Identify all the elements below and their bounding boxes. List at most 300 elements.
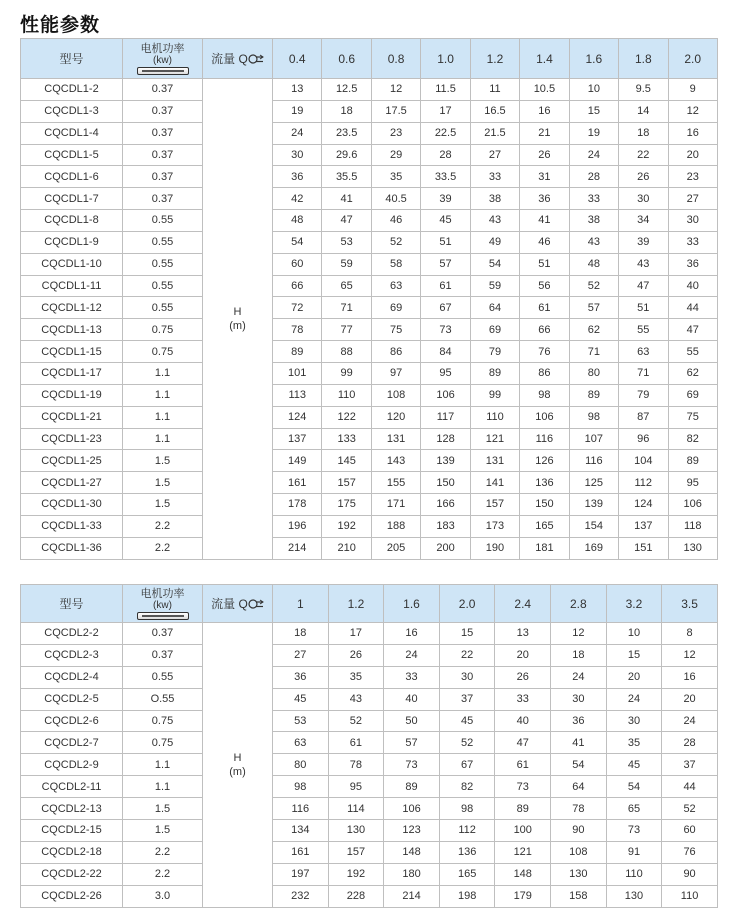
flow-label: 流量 Q <box>211 597 248 611</box>
model-cell: CQCDL1-21 <box>21 406 123 428</box>
head-value-cell: 157 <box>470 494 519 516</box>
head-value-cell: 89 <box>569 384 618 406</box>
model-cell: CQCDL1-27 <box>21 472 123 494</box>
head-value-cell: 121 <box>470 428 519 450</box>
table-body <box>21 623 718 908</box>
head-value-cell: 104 <box>619 450 668 472</box>
model-cell: CQCDL1-6 <box>21 166 123 188</box>
head-value-cell: 33 <box>569 188 618 210</box>
head-value-cell: 107 <box>569 428 618 450</box>
head-value-cell: 75 <box>371 319 420 341</box>
head-value-cell: 150 <box>520 494 569 516</box>
power-cell: 0.37 <box>123 144 203 166</box>
head-value-cell: 23 <box>371 122 420 144</box>
table-row <box>21 428 718 450</box>
head-value-cell: 59 <box>322 253 371 275</box>
head-value-cell: 44 <box>668 297 717 319</box>
power-cell: 3.0 <box>123 885 203 907</box>
head-value-cell: 117 <box>421 406 470 428</box>
head-value-cell: 46 <box>371 210 420 232</box>
table-row <box>21 644 718 666</box>
model-cell: CQCDL1-19 <box>21 384 123 406</box>
head-value-cell: 33 <box>470 166 519 188</box>
head-value-cell: 11 <box>470 79 519 101</box>
head-value-cell: 96 <box>619 428 668 450</box>
head-value-cell: 183 <box>421 515 470 537</box>
head-value-cell: 61 <box>328 732 384 754</box>
head-value-cell: 63 <box>619 341 668 363</box>
table-row <box>21 537 718 559</box>
head-value-cell: 181 <box>520 537 569 559</box>
head-value-cell: 95 <box>328 776 384 798</box>
model-cell: CQCDL2-3 <box>21 644 123 666</box>
head-value-cell: 41 <box>520 210 569 232</box>
head-value-cell: 98 <box>569 406 618 428</box>
power-unit: (kw) <box>153 600 172 611</box>
head-value-cell: 192 <box>322 515 371 537</box>
flow-value-header: 2.8 <box>551 585 607 623</box>
head-value-cell: 43 <box>328 688 384 710</box>
table-header <box>21 39 718 79</box>
head-value-cell: 197 <box>273 863 329 885</box>
head-value-cell: 67 <box>439 754 495 776</box>
table-row <box>21 319 718 341</box>
head-value-cell: 52 <box>439 732 495 754</box>
table-row <box>21 623 718 645</box>
head-value-cell: 86 <box>520 362 569 384</box>
power-cell: 1.1 <box>123 362 203 384</box>
head-value-cell: 13 <box>495 623 551 645</box>
power-label: 电机功率 <box>140 588 185 600</box>
head-value-cell: 41 <box>322 188 371 210</box>
head-value-cell: 36 <box>520 188 569 210</box>
table-row <box>21 754 718 776</box>
head-value-cell: 205 <box>371 537 420 559</box>
head-value-cell: 46 <box>520 231 569 253</box>
head-value-cell: 125 <box>569 472 618 494</box>
head-value-cell: 188 <box>371 515 420 537</box>
head-value-cell: 69 <box>371 297 420 319</box>
head-value-cell: 53 <box>322 231 371 253</box>
power-cell: 0.37 <box>123 623 203 645</box>
head-value-cell: 52 <box>569 275 618 297</box>
head-value-cell: 15 <box>606 644 662 666</box>
head-value-cell: 124 <box>273 406 322 428</box>
head-value-cell: 98 <box>520 384 569 406</box>
head-value-cell: 190 <box>470 537 519 559</box>
head-value-cell: 133 <box>322 428 371 450</box>
table-row <box>21 297 718 319</box>
performance-table-cqcdl2 <box>20 584 718 908</box>
head-value-cell: 155 <box>371 472 420 494</box>
model-cell: CQCDL2-11 <box>21 776 123 798</box>
model-cell: CQCDL2-9 <box>21 754 123 776</box>
head-value-cell: 48 <box>569 253 618 275</box>
power-cell: 2.2 <box>123 515 203 537</box>
power-unit: (kw) <box>153 55 172 66</box>
head-value-cell: 11.5 <box>421 79 470 101</box>
head-value-cell: 65 <box>606 798 662 820</box>
head-value-cell: 78 <box>551 798 607 820</box>
head-value-cell: 18 <box>551 644 607 666</box>
head-value-cell: 69 <box>470 319 519 341</box>
head-value-cell: 23.5 <box>322 122 371 144</box>
head-value-cell: 98 <box>273 776 329 798</box>
head-value-cell: 52 <box>662 798 718 820</box>
model-cell: CQCDL2-7 <box>21 732 123 754</box>
head-value-cell: 39 <box>421 188 470 210</box>
head-value-cell: 27 <box>470 144 519 166</box>
head-value-cell: 35 <box>328 666 384 688</box>
power-cell: 0.37 <box>123 122 203 144</box>
head-value-cell: 15 <box>569 100 618 122</box>
head-value-cell: 45 <box>273 688 329 710</box>
head-value-cell: 34 <box>619 210 668 232</box>
head-value-cell: 130 <box>606 885 662 907</box>
flow-label: 流量 Q <box>211 52 248 66</box>
head-value-cell: 28 <box>569 166 618 188</box>
head-value-cell: 121 <box>495 841 551 863</box>
head-value-cell: 61 <box>495 754 551 776</box>
head-value-cell: 51 <box>619 297 668 319</box>
head-value-cell: 61 <box>421 275 470 297</box>
table-row <box>21 732 718 754</box>
table-row <box>21 776 718 798</box>
head-value-cell: 178 <box>273 494 322 516</box>
flow-pump-icon <box>248 53 264 65</box>
head-value-cell: 55 <box>668 341 717 363</box>
head-value-cell: 41 <box>551 732 607 754</box>
model-cell: CQCDL2-26 <box>21 885 123 907</box>
model-cell: CQCDL1-13 <box>21 319 123 341</box>
model-cell: CQCDL1-12 <box>21 297 123 319</box>
head-value-cell: 72 <box>273 297 322 319</box>
head-value-cell: 99 <box>322 362 371 384</box>
power-cell: 2.2 <box>123 863 203 885</box>
power-cell: 1.5 <box>123 450 203 472</box>
table-row <box>21 122 718 144</box>
head-value-cell: 24 <box>662 710 718 732</box>
head-value-cell: 124 <box>619 494 668 516</box>
head-value-cell: 48 <box>273 210 322 232</box>
head-value-cell: 63 <box>273 732 329 754</box>
head-value-cell: 24 <box>273 122 322 144</box>
head-value-cell: 24 <box>606 688 662 710</box>
head-value-cell: 110 <box>662 885 718 907</box>
head-value-cell: 77 <box>322 319 371 341</box>
head-value-cell: 18 <box>322 100 371 122</box>
power-cell: 1.1 <box>123 406 203 428</box>
head-value-cell: 65 <box>322 275 371 297</box>
head-value-cell: 136 <box>520 472 569 494</box>
power-cell: 0.37 <box>123 79 203 101</box>
head-value-cell: 52 <box>328 710 384 732</box>
table-row <box>21 494 718 516</box>
model-cell: CQCDL2-13 <box>21 798 123 820</box>
head-value-cell: 36 <box>551 710 607 732</box>
head-value-cell: 67 <box>421 297 470 319</box>
head-label-cell <box>203 79 273 560</box>
head-value-cell: 30 <box>668 210 717 232</box>
head-value-cell: 79 <box>470 341 519 363</box>
head-value-cell: 157 <box>328 841 384 863</box>
flow-value-header: 2.4 <box>495 585 551 623</box>
power-cell: 1.1 <box>123 776 203 798</box>
head-value-cell: 151 <box>619 537 668 559</box>
head-value-cell: 43 <box>470 210 519 232</box>
power-cell: 1.1 <box>123 384 203 406</box>
head-value-cell: 214 <box>273 537 322 559</box>
table-row <box>21 688 718 710</box>
head-value-cell: 228 <box>328 885 384 907</box>
head-value-cell: 101 <box>273 362 322 384</box>
flow-column-header <box>203 585 273 623</box>
model-cell: CQCDL1-9 <box>21 231 123 253</box>
head-value-cell: 141 <box>470 472 519 494</box>
flow-column-header <box>203 39 273 79</box>
head-value-cell: 60 <box>273 253 322 275</box>
head-label: H <box>233 305 242 318</box>
performance-table-cqcdl1 <box>20 38 718 560</box>
head-value-cell: 192 <box>328 863 384 885</box>
head-value-cell: 27 <box>668 188 717 210</box>
head-value-cell: 40 <box>668 275 717 297</box>
head-value-cell: 44 <box>662 776 718 798</box>
head-value-cell: 154 <box>569 515 618 537</box>
head-value-cell: 26 <box>619 166 668 188</box>
head-value-cell: 76 <box>662 841 718 863</box>
power-cell: 0.55 <box>123 275 203 297</box>
head-value-cell: 39 <box>619 231 668 253</box>
head-value-cell: 13 <box>273 79 322 101</box>
head-value-cell: 63 <box>371 275 420 297</box>
head-value-cell: 35 <box>606 732 662 754</box>
head-value-cell: 116 <box>569 450 618 472</box>
head-value-cell: 56 <box>520 275 569 297</box>
head-value-cell: 40.5 <box>371 188 420 210</box>
power-cell: 0.37 <box>123 100 203 122</box>
head-value-cell: 42 <box>273 188 322 210</box>
power-cell: 0.55 <box>123 253 203 275</box>
model-cell: CQCDL2-18 <box>21 841 123 863</box>
head-value-cell: 80 <box>569 362 618 384</box>
head-value-cell: 43 <box>569 231 618 253</box>
head-value-cell: 180 <box>384 863 440 885</box>
power-cell: 1.5 <box>123 472 203 494</box>
head-value-cell: 35 <box>371 166 420 188</box>
model-cell: CQCDL1-2 <box>21 79 123 101</box>
head-value-cell: 98 <box>439 798 495 820</box>
head-value-cell: 78 <box>273 319 322 341</box>
table-row <box>21 710 718 732</box>
model-column-header: 型号 <box>21 585 123 623</box>
head-label-cell <box>203 623 273 908</box>
head-value-cell: 43 <box>619 253 668 275</box>
head-value-cell: 137 <box>273 428 322 450</box>
head-value-cell: 30 <box>439 666 495 688</box>
head-value-cell: 62 <box>569 319 618 341</box>
head-value-cell: 20 <box>495 644 551 666</box>
power-cell: 0.75 <box>123 319 203 341</box>
table-row <box>21 863 718 885</box>
head-value-cell: 16 <box>520 100 569 122</box>
head-value-cell: 8 <box>662 623 718 645</box>
head-value-cell: 20 <box>606 666 662 688</box>
head-value-cell: 78 <box>328 754 384 776</box>
header-row <box>21 39 718 79</box>
head-value-cell: 37 <box>662 754 718 776</box>
head-value-cell: 16.5 <box>470 100 519 122</box>
head-value-cell: 128 <box>421 428 470 450</box>
power-cell: 0.75 <box>123 341 203 363</box>
power-cell: 1.5 <box>123 820 203 842</box>
table-row <box>21 666 718 688</box>
head-value-cell: 73 <box>495 776 551 798</box>
head-value-cell: 97 <box>371 362 420 384</box>
head-value-cell: 35.5 <box>322 166 371 188</box>
power-column-header <box>123 39 203 79</box>
head-value-cell: 40 <box>495 710 551 732</box>
head-value-cell: 120 <box>371 406 420 428</box>
page-title: 性能参数 <box>20 14 101 36</box>
head-value-cell: 158 <box>551 885 607 907</box>
table-row <box>21 798 718 820</box>
head-value-cell: 95 <box>421 362 470 384</box>
head-value-cell: 45 <box>421 210 470 232</box>
head-value-cell: 21 <box>520 122 569 144</box>
head-value-cell: 20 <box>668 144 717 166</box>
head-value-cell: 198 <box>439 885 495 907</box>
head-value-cell: 100 <box>495 820 551 842</box>
flow-value-header: 1.2 <box>470 39 519 79</box>
head-value-cell: 12 <box>668 100 717 122</box>
head-value-cell: 38 <box>470 188 519 210</box>
head-value-cell: 112 <box>619 472 668 494</box>
head-value-cell: 16 <box>384 623 440 645</box>
head-value-cell: 76 <box>520 341 569 363</box>
head-value-cell: 116 <box>520 428 569 450</box>
head-value-cell: 131 <box>371 428 420 450</box>
head-value-cell: 150 <box>421 472 470 494</box>
head-value-cell: 89 <box>273 341 322 363</box>
head-value-cell: 24 <box>551 666 607 688</box>
head-value-cell: 10.5 <box>520 79 569 101</box>
head-value-cell: 9.5 <box>619 79 668 101</box>
head-value-cell: 106 <box>421 384 470 406</box>
head-value-cell: 130 <box>668 537 717 559</box>
head-value-cell: 149 <box>273 450 322 472</box>
power-cell: 0.75 <box>123 732 203 754</box>
head-value-cell: 139 <box>421 450 470 472</box>
model-cell: CQCDL2-4 <box>21 666 123 688</box>
head-value-cell: 47 <box>668 319 717 341</box>
head-value-cell: 38 <box>569 210 618 232</box>
head-value-cell: 30 <box>619 188 668 210</box>
head-value-cell: 51 <box>520 253 569 275</box>
head-value-cell: 47 <box>495 732 551 754</box>
power-cell: 0.37 <box>123 188 203 210</box>
table-row <box>21 144 718 166</box>
head-value-cell: 82 <box>439 776 495 798</box>
head-value-cell: 30 <box>551 688 607 710</box>
flow-value-header: 1.2 <box>328 585 384 623</box>
head-value-cell: 50 <box>384 710 440 732</box>
head-value-cell: 18 <box>619 122 668 144</box>
head-value-cell: 17 <box>421 100 470 122</box>
head-value-cell: 47 <box>619 275 668 297</box>
head-value-cell: 16 <box>668 122 717 144</box>
head-value-cell: 54 <box>551 754 607 776</box>
head-value-cell: 53 <box>273 710 329 732</box>
model-cell: CQCDL2-5 <box>21 688 123 710</box>
model-cell: CQCDL1-15 <box>21 341 123 363</box>
head-value-cell: 175 <box>322 494 371 516</box>
head-value-cell: 161 <box>273 841 329 863</box>
head-value-cell: 214 <box>384 885 440 907</box>
table-row <box>21 885 718 907</box>
head-value-cell: 29 <box>371 144 420 166</box>
power-cell: 0.55 <box>123 210 203 232</box>
head-value-cell: 118 <box>668 515 717 537</box>
head-value-cell: 73 <box>421 319 470 341</box>
head-value-cell: 80 <box>273 754 329 776</box>
power-cell: 2.2 <box>123 537 203 559</box>
head-value-cell: 90 <box>551 820 607 842</box>
head-value-cell: 33 <box>384 666 440 688</box>
head-value-cell: 37 <box>439 688 495 710</box>
table-row <box>21 231 718 253</box>
head-value-cell: 89 <box>384 776 440 798</box>
table-row <box>21 406 718 428</box>
flow-value-header: 1.6 <box>384 585 440 623</box>
head-value-cell: 165 <box>439 863 495 885</box>
model-cell: CQCDL1-17 <box>21 362 123 384</box>
power-column-header <box>123 585 203 623</box>
head-value-cell: 40 <box>384 688 440 710</box>
table-row <box>21 472 718 494</box>
head-value-cell: 47 <box>322 210 371 232</box>
model-cell: CQCDL2-15 <box>21 820 123 842</box>
head-value-cell: 88 <box>322 341 371 363</box>
head-value-cell: 113 <box>273 384 322 406</box>
head-value-cell: 108 <box>371 384 420 406</box>
power-cell: 0.55 <box>123 297 203 319</box>
head-value-cell: 19 <box>273 100 322 122</box>
head-value-cell: 19 <box>569 122 618 144</box>
head-value-cell: 71 <box>619 362 668 384</box>
head-value-cell: 9 <box>668 79 717 101</box>
head-value-cell: 10 <box>606 623 662 645</box>
head-value-cell: 24 <box>384 644 440 666</box>
head-value-cell: 106 <box>520 406 569 428</box>
head-value-cell: 75 <box>668 406 717 428</box>
flow-value-header: 1 <box>273 585 329 623</box>
head-value-cell: 130 <box>551 863 607 885</box>
head-value-cell: 55 <box>619 319 668 341</box>
power-cell: 0.37 <box>123 644 203 666</box>
head-value-cell: 143 <box>371 450 420 472</box>
head-value-cell: 89 <box>668 450 717 472</box>
head-value-cell: 166 <box>421 494 470 516</box>
flow-value-header: 0.6 <box>322 39 371 79</box>
head-value-cell: 89 <box>495 798 551 820</box>
head-value-cell: 33.5 <box>421 166 470 188</box>
head-value-cell: 59 <box>470 275 519 297</box>
table-row <box>21 384 718 406</box>
head-value-cell: 173 <box>470 515 519 537</box>
head-value-cell: 110 <box>322 384 371 406</box>
motor-icon <box>137 612 189 620</box>
